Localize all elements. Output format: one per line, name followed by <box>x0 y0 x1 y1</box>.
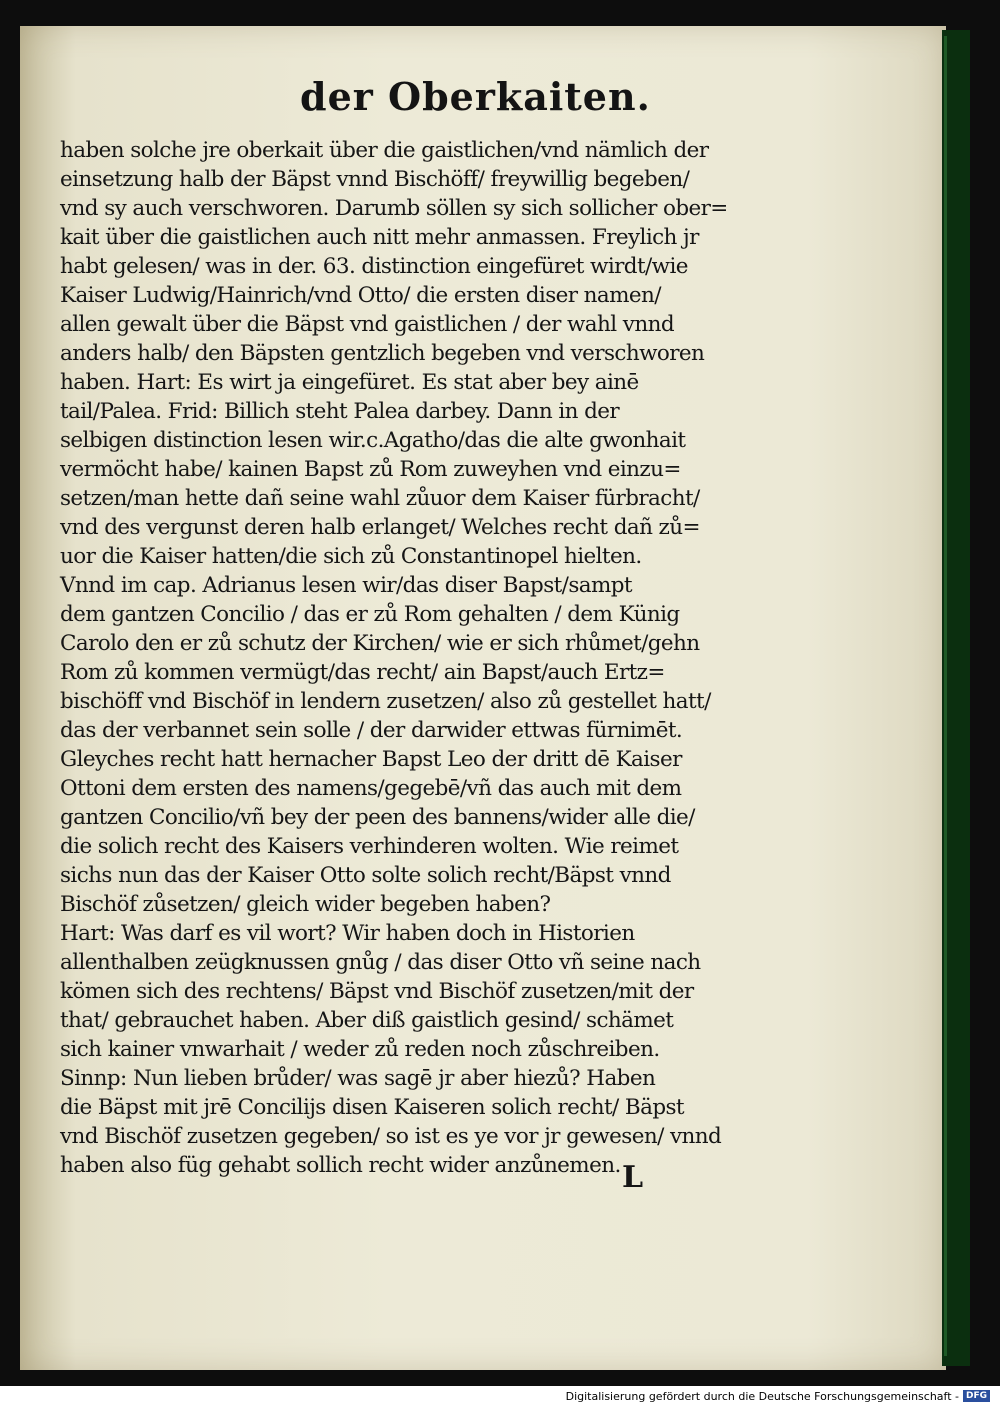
footer-credit <box>566 1389 990 1403</box>
text-line: allenthalben zeügknussen gnůg / das diser Otto vñ seine nach <box>60 950 701 975</box>
page-edge <box>942 30 970 1366</box>
text-line: vermöcht habe/ kainen Bapst zů Rom zuweyhen vnd einzu= <box>60 457 681 482</box>
text-line: allen gewalt über die Bäpst vnd gaistlichen / der wahl vnnd <box>60 312 674 337</box>
text-line: selbigen distinction lesen wir.c.Agatho/das die alte gwonhait <box>60 428 686 453</box>
text-line: Ottoni dem ersten des namens/gegebē/vñ das auch mit dem <box>60 776 682 801</box>
text-line: that/ gebrauchet haben. Aber diß gaistlich gesind/ schämet <box>60 1008 674 1033</box>
text-line: vnd Bischöf zusetzen gegeben/ so ist es ye vor jr gewesen/ vnnd <box>60 1124 722 1149</box>
text-line: das der verbannet sein solle / der darwider ettwas fürnimēt. <box>60 718 683 743</box>
text-line: kömen sich des rechtens/ Bäpst vnd Bischöf zusetzen/mit der <box>60 979 694 1004</box>
text-line: bischöff vnd Bischöf in lendern zusetzen/ also zů gestellet hatt/ <box>60 689 711 714</box>
text-line: setzen/man hette dañ seine wahl zůuor dem Kaiser fürbracht/ <box>60 486 700 511</box>
text-line: Hart: Was darf es vil wort? Wir haben doch in Historien <box>60 921 635 946</box>
text-line: tail/Palea. Frid: Billich steht Palea darbey. Dann in der <box>60 399 620 424</box>
text-line: gantzen Concilio/vñ bey der peen des bannens/wider alle die/ <box>60 805 695 830</box>
text-line: Rom zů kommen vermügt/das recht/ ain Bapst/auch Ertz= <box>60 660 665 685</box>
text-line: Carolo den er zů schutz der Kirchen/ wie er sich rhůmet/gehn <box>60 631 700 656</box>
text-line: haben solche jre oberkait über die gaistlichen/vnd nämlich der <box>60 138 709 163</box>
page-edge-line <box>944 36 947 1356</box>
text-line: uor die Kaiser hatten/die sich zů Constantinopel hielten. <box>60 544 642 569</box>
text-line: vnd des vergunst deren halb erlanget/ Welches recht dañ zů= <box>60 515 700 540</box>
text-line: haben. Hart: Es wirt ja eingefüret. Es stat aber bey ainē <box>60 370 639 395</box>
text-line: die solich recht des Kaisers verhinderen wolten. Wie reimet <box>60 834 679 859</box>
text-line: Vnnd im cap. Adrianus lesen wir/das diser Bapst/sampt <box>60 573 632 598</box>
signature-mark: L <box>622 1160 644 1195</box>
text-line: Sinnp: Nun lieben brůder/ was sagē jr aber hiezů? Haben <box>60 1066 656 1091</box>
text-line: vnd sy auch verschworen. Darumb söllen sy sich sollicher ober= <box>60 196 728 221</box>
text-line: Bischöf zůsetzen/ gleich wider begeben haben? <box>60 892 551 917</box>
text-line: sich kainer vnwarhait / weder zů reden noch zůschreiben. <box>60 1037 660 1062</box>
text-line: sichs nun das der Kaiser Otto solte solich recht/Bäpst vnnd <box>60 863 671 888</box>
text-line: dem gantzen Concilio / das er zů Rom gehalten / dem Künig <box>60 602 680 627</box>
text-line: die Bäpst mit jrē Concilijs disen Kaiseren solich recht/ Bäpst <box>60 1095 684 1120</box>
body-text <box>60 136 772 1180</box>
text-line: einsetzung halb der Bäpst vnnd Bischöff/ freywillig begeben/ <box>60 167 690 192</box>
dfg-logo: DFG <box>963 1390 990 1402</box>
text-line: Kaiser Ludwig/Hainrich/vnd Otto/ die ersten diser namen/ <box>60 283 661 308</box>
text-line: habt gelesen/ was in der. 63. distinction eingefüret wirdt/wie <box>60 254 688 279</box>
text-line: haben also füg gehabt sollich recht wider anzůnemen. <box>60 1153 621 1178</box>
text-line: Gleyches recht hatt hernacher Bapst Leo der dritt dē Kaiser <box>60 747 682 772</box>
text-line: kait über die gaistlichen auch nitt mehr anmassen. Freylich jr <box>60 225 699 250</box>
footer-text: Digitalisierung gefördert durch die Deutsche Forschungsgemeinschaft - <box>565 1389 959 1403</box>
running-header: der Oberkaiten. <box>300 74 651 119</box>
text-line: anders halb/ den Bäpsten gentzlich begeben vnd verschworen <box>60 341 705 366</box>
